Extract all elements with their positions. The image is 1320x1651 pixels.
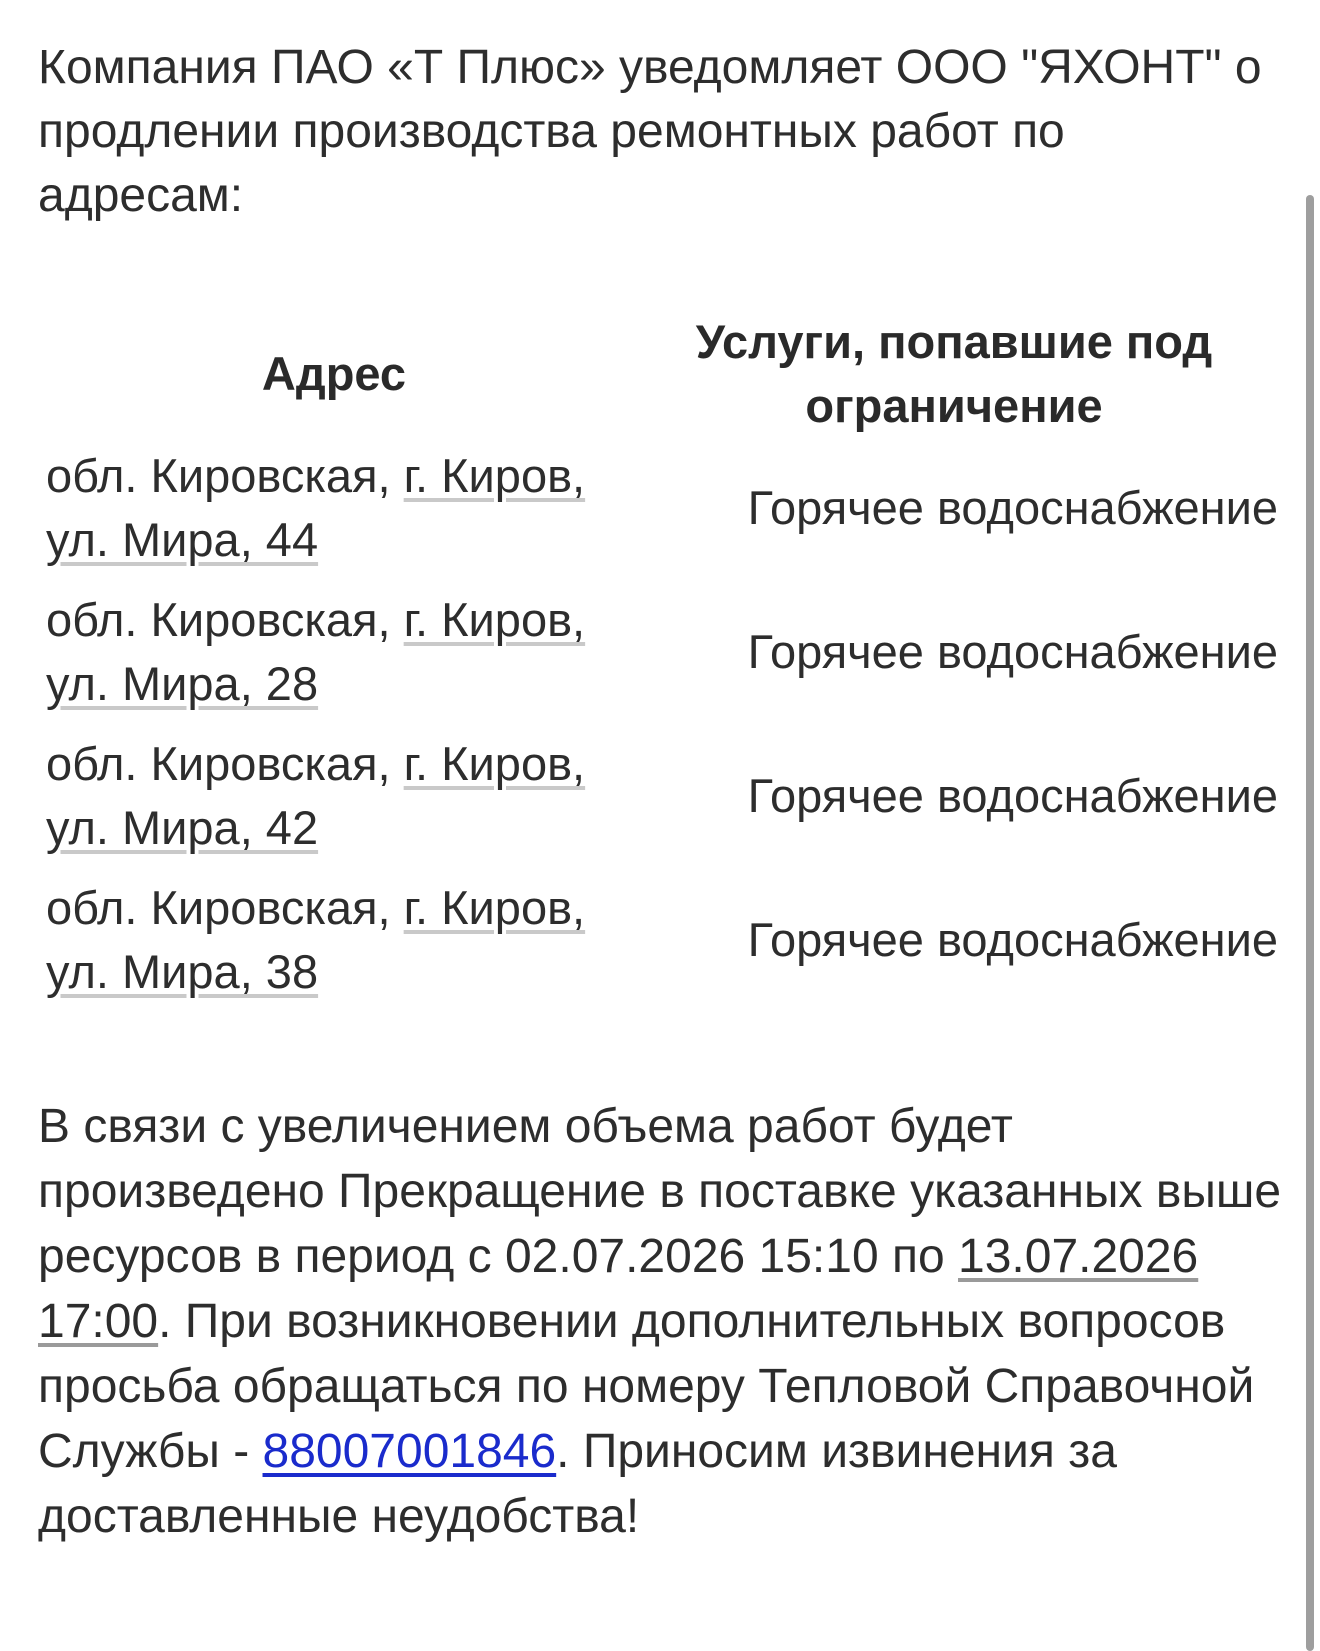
outro-text-end: . Приносим извинения за доставленные неудобства! bbox=[38, 1425, 1117, 1543]
address-region: обл. Кировская, bbox=[46, 737, 391, 790]
address-region: обл. Кировская, bbox=[46, 593, 391, 646]
address-column-header: Адрес bbox=[261, 347, 407, 400]
address-street-link[interactable]: ул. Мира, 28 bbox=[46, 657, 319, 710]
table-row bbox=[38, 732, 1278, 876]
services-column-header: Услуги, попавшие под ограничение bbox=[695, 315, 1213, 432]
outro-text-middle: . При возникновении дополнительных вопросов просьба обращаться по номеру Тепловой Справочной Службы - bbox=[38, 1295, 1255, 1478]
service-cell: Горячее водоснабжение bbox=[747, 769, 1278, 822]
intro-paragraph: Компания ПАО «Т Плюс» уведомляет ООО "ЯХОНТ" о продлении производства ремонтных работ по адресам: bbox=[38, 41, 1262, 222]
outro-text-start: В связи с увеличением объема работ будет произведено Прекращение в поставке указанных выше ресурсов в период с 02.07.2026 15:10 по bbox=[38, 1100, 1282, 1283]
outro-paragraph bbox=[38, 1094, 1288, 1549]
service-cell: Горячее водоснабжение bbox=[747, 481, 1278, 534]
affected-addresses-table bbox=[38, 310, 1278, 1020]
end-date-link[interactable]: 13.07.2026 17:00 bbox=[38, 1230, 1199, 1348]
vertical-scrollbar[interactable] bbox=[1306, 195, 1314, 1651]
address-city-link[interactable]: г. Киров, bbox=[403, 737, 586, 790]
address-street-link[interactable]: ул. Мира, 38 bbox=[46, 945, 319, 998]
table-header-row bbox=[38, 310, 1278, 444]
address-city-link[interactable]: г. Киров, bbox=[403, 593, 586, 646]
address-region: обл. Кировская, bbox=[46, 449, 391, 502]
address-cell bbox=[38, 588, 630, 732]
address-street-link[interactable]: ул. Мира, 44 bbox=[46, 513, 319, 566]
phone-number-link[interactable]: 88007001846 bbox=[262, 1425, 557, 1478]
service-cell: Горячее водоснабжение bbox=[747, 625, 1278, 678]
address-cell bbox=[38, 732, 630, 876]
table-row bbox=[38, 588, 1278, 732]
address-region: обл. Кировская, bbox=[46, 881, 391, 934]
address-cell bbox=[38, 876, 630, 1020]
service-cell: Горячее водоснабжение bbox=[747, 913, 1278, 966]
address-street-link[interactable]: ул. Мира, 42 bbox=[46, 801, 319, 854]
address-city-link[interactable]: г. Киров, bbox=[403, 449, 586, 502]
address-cell bbox=[38, 444, 630, 588]
table-row bbox=[38, 876, 1278, 1020]
address-city-link[interactable]: г. Киров, bbox=[403, 881, 586, 934]
table-row bbox=[38, 444, 1278, 588]
